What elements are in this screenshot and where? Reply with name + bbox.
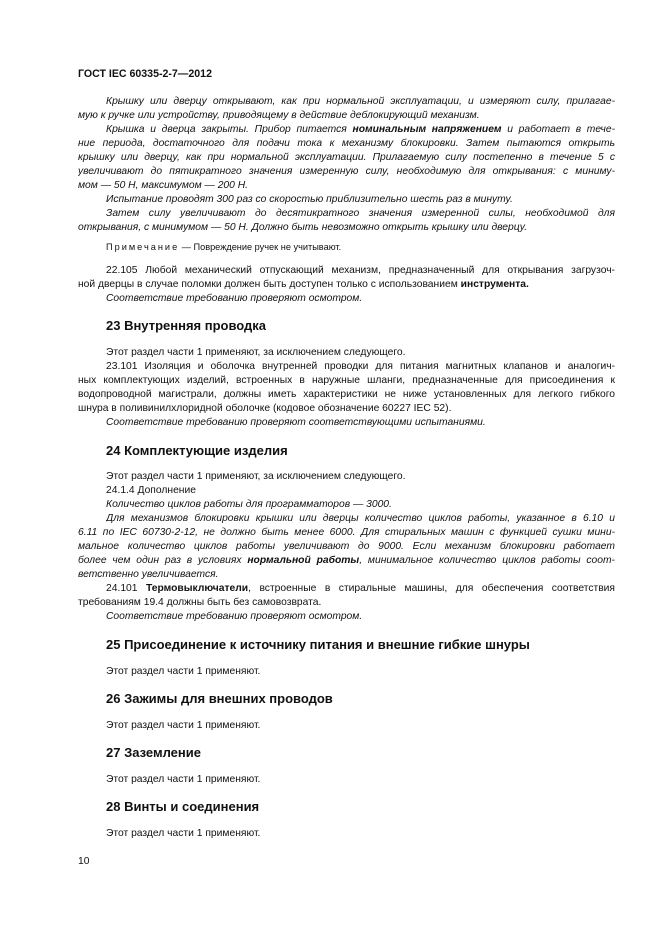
para-line: Этот раздел части 1 применяют. xyxy=(106,828,261,839)
para-line: Соответствие требованию проверяют соответствующими испытаниями. xyxy=(106,417,486,428)
para-line: Этот раздел части 1 применяют. xyxy=(106,666,261,677)
para-line: Соответствие требованию проверяют осмотром. xyxy=(106,293,363,304)
para-line: более чем один раз в условиях нормальной работы, минимальное количество циклов работы соот- xyxy=(78,555,615,566)
para-line: Испытание проводят 300 раз со скоростью приблизительно шесть раз в минуту. xyxy=(106,194,513,205)
para-line: мом — 50 Н, максимумом — 200 Н. xyxy=(78,180,249,191)
para-line: мую к ручке или устройству, приводящему в действие деблокирующий механизм. xyxy=(78,110,480,121)
note-label: Примечание xyxy=(106,242,180,252)
para-line: увеличивают до пятикратного значения измеренную силу, необходимую для открывания: с миниму- xyxy=(78,166,615,177)
para-line: крышку или дверцу, как при нормальной эксплуатации. Прилагаемую силу постепенно в течение 5 с xyxy=(78,152,615,163)
section-28-title: 28 Винты и соединения xyxy=(106,799,260,814)
note: Примечание — Повреждение ручек не учитывают. xyxy=(106,242,342,252)
para-line: открывания, с минимумом — 50 Н. Должно быть невозможно открыть крышку или дверцу. xyxy=(78,222,528,233)
para-line: Этот раздел части 1 применяют, за исключением следующего. xyxy=(106,471,406,482)
para-line: Для механизмов блокировки крышки или дверцы количество циклов работы, указанное в 6.10 и xyxy=(106,513,615,524)
section-25-title: 25 Присоединение к источнику питания и внешние гибкие шнуры xyxy=(106,637,530,652)
para-line: ных комплектующих изделий, встроенных в наружные шланги, предназначенные для присоединения к xyxy=(78,375,615,386)
para-line: требованиям 19.4 должны быть без самовозврата. xyxy=(78,597,322,608)
normal-operation-term: нормальной работы xyxy=(247,555,360,566)
para-line: Этот раздел части 1 применяют. xyxy=(106,774,261,785)
para-line: ние периода, достаточного для подачи тока к механизму блокировки. Затем пытаются открыть xyxy=(78,138,615,149)
rated-voltage-term: номинальным напряжением xyxy=(352,124,502,135)
thermal-cutout-term: Термовыключатели xyxy=(145,583,249,594)
clause-23-101: 23.101 Изоляция и оболочка внутренней проводки для питания магнитных клапанов и аналогич- xyxy=(106,361,615,372)
section-23-title: 23 Внутренняя проводка xyxy=(106,318,267,333)
para-line: Крышка и дверца закрыты. Прибор питается номинальным напряжением и работает в тече- xyxy=(106,124,615,135)
section-24-title: 24 Комплектующие изделия xyxy=(106,443,288,458)
para-line: 6.11 по IEC 60730-2-12, не должно быть менее 6000. Для стиральных машин с функцией сушки мини- xyxy=(78,527,615,538)
document-header: ГОСТ IEC 60335-2-7—2012 xyxy=(78,68,212,80)
section-27-title: 27 Заземление xyxy=(106,745,201,760)
para-line: ветственно увеличивается. xyxy=(78,569,219,580)
para-line: ной дверцы в случае поломки должен быть доступен только с использованием инструмента. xyxy=(78,279,529,290)
clause-24-101: 24.101 Термовыключатели, встроенные в стиральные машины, для обеспечения соответствия xyxy=(106,583,615,594)
para-line: водопроводной магистрали, должны иметь характеристики не ниже установленных для легкого гибкого xyxy=(78,389,615,400)
para-line: Крышку или дверцу открывают, как при нормальной эксплуатации, и измеряют силу, прилагае- xyxy=(106,96,615,107)
para-line: Этот раздел части 1 применяют. xyxy=(106,720,261,731)
clause-22-105: 22.105 Любой механический отпускающий механизм, предназначенный для открывания загрузоч- xyxy=(106,265,615,276)
section-26-title: 26 Зажимы для внешних проводов xyxy=(106,691,333,706)
para-line: Затем силу увеличивают до десятикратного значения измеренной силы, необходимой для xyxy=(106,208,615,219)
para-line: Количество циклов работы для программаторов — 3000. xyxy=(106,499,392,510)
para-line: мальное количество циклов работы увеличивают до 9000. Если механизм блокировки работает xyxy=(78,541,615,552)
para-line: Соответствие требованию проверяют осмотром. xyxy=(106,611,363,622)
tool-term: инструмента. xyxy=(460,279,529,290)
para-line: шнура в поливинилхлоридной оболочке (кодовое обозначение 60227 IEC 52). xyxy=(78,403,452,414)
clause-24-1-4: 24.1.4 Дополнение xyxy=(106,485,196,496)
para-line: Этот раздел части 1 применяют, за исключением следующего. xyxy=(106,347,406,358)
page-number: 10 xyxy=(78,856,90,867)
